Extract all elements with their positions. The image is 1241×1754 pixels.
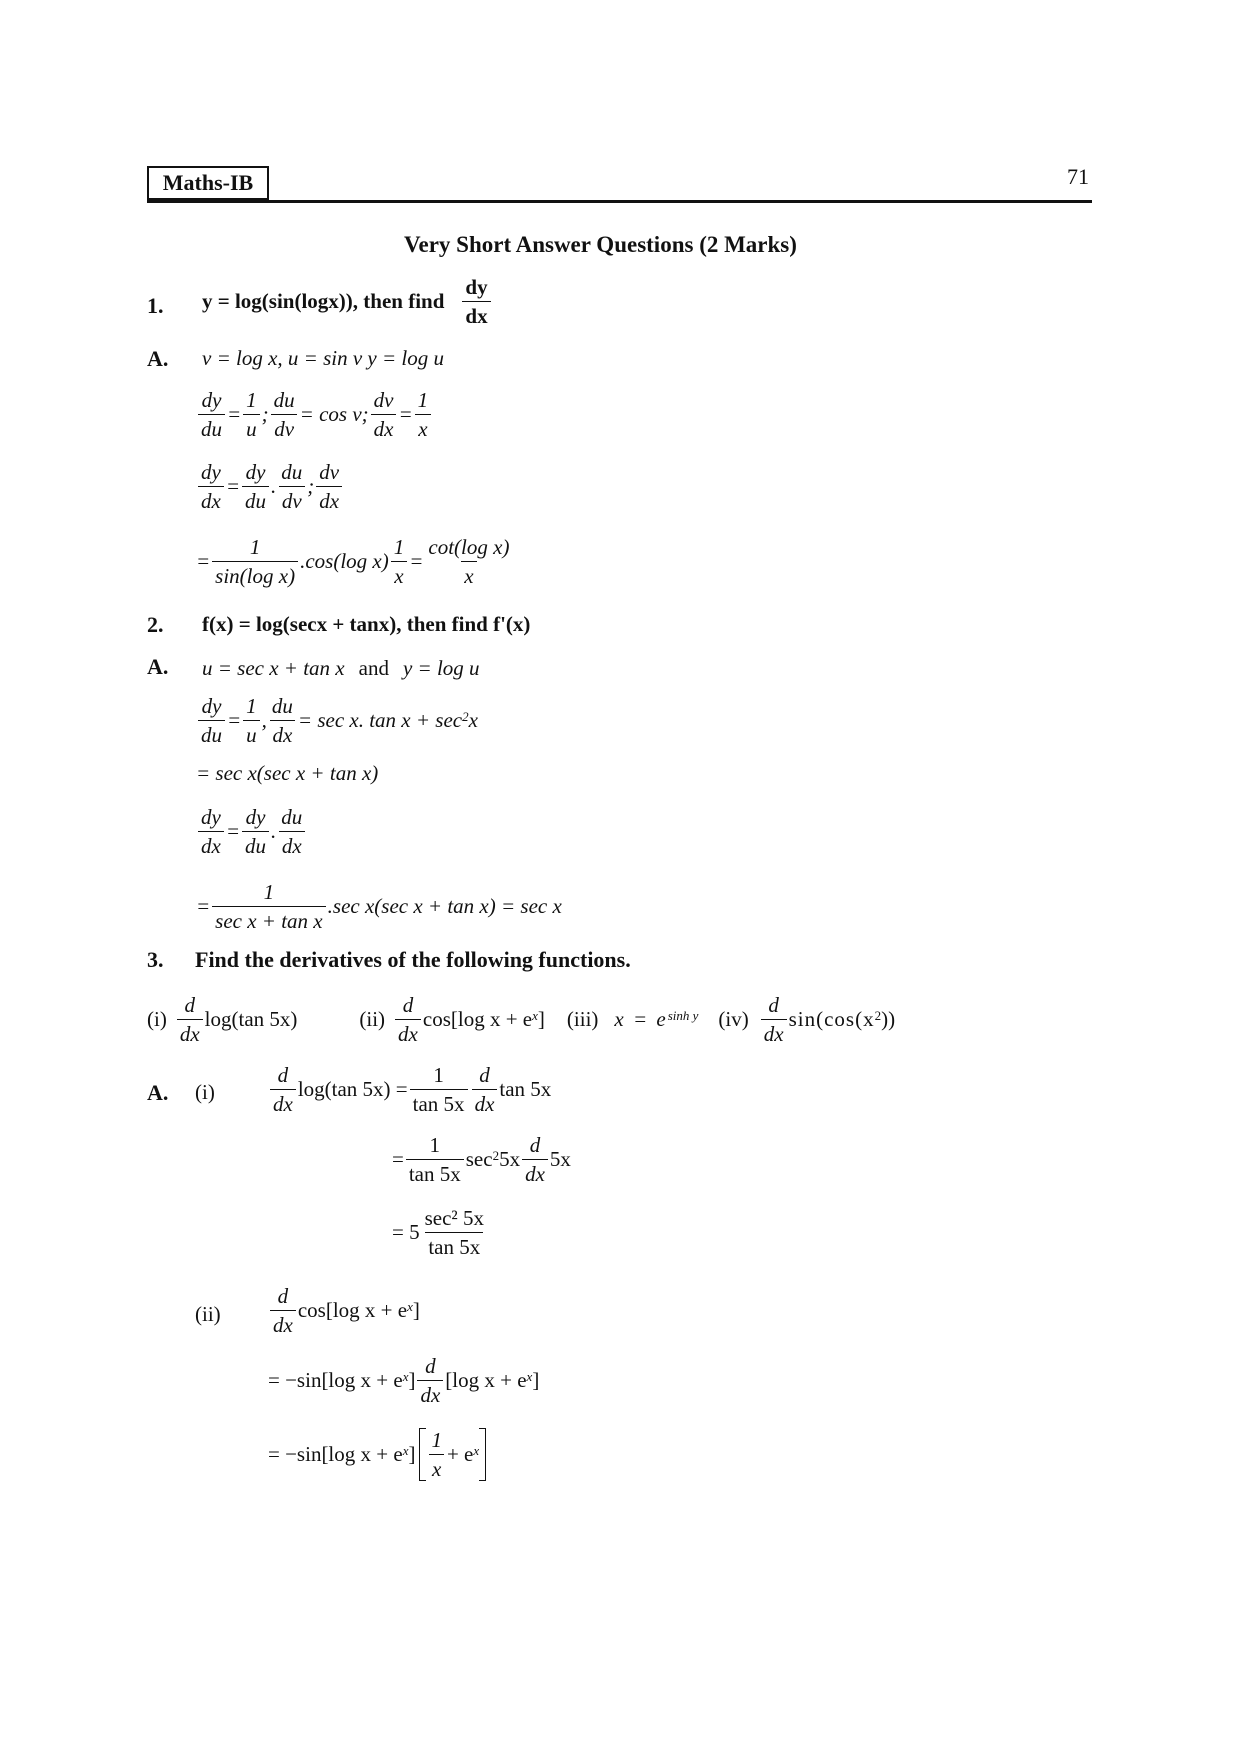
- fraction: [316, 460, 342, 513]
- superscript: x: [526, 1368, 533, 1384]
- math-term: ]: [408, 1368, 416, 1393]
- math-term: )): [881, 1007, 896, 1032]
- math-term: (ii): [359, 1007, 386, 1032]
- math-term: .sec x(sec x + tan x) = sec x: [327, 894, 562, 919]
- fraction-denominator: sin(log x): [212, 561, 298, 588]
- math-term: (iv): [718, 1007, 749, 1032]
- fraction: [417, 1354, 443, 1407]
- math-term: ]: [412, 1298, 420, 1323]
- fraction-denominator: sec x + tan x: [212, 906, 325, 933]
- fraction-denominator: dx: [198, 486, 224, 513]
- math-term: 5x: [499, 1147, 521, 1172]
- q2-line1: $\frac{dy}{du}$ = $\frac{1}{u}$ , $\frac{du}{dx}$ = sec x. tan x + sec $^2$ x: [196, 694, 478, 747]
- header-rule: [147, 200, 1092, 203]
- fraction: [278, 805, 305, 858]
- fraction-numerator: d: [277, 1063, 289, 1087]
- fraction-numerator: d: [277, 1284, 289, 1308]
- fraction-numerator: dv: [319, 460, 340, 484]
- q1-frac: [462, 275, 490, 328]
- math-term: (iii): [566, 1007, 599, 1032]
- math-term: and: [358, 656, 389, 680]
- q3-parts: [147, 993, 895, 1046]
- page-number: 71: [1067, 164, 1089, 189]
- superscript: x: [402, 1368, 409, 1384]
- q2-text: f(x) = log(secx + tanx), then find f'(x): [202, 612, 531, 636]
- math-term: u = sec x + tan x: [202, 656, 345, 680]
- fraction-numerator: d: [529, 1133, 541, 1157]
- fraction: [522, 1133, 548, 1186]
- fraction: [428, 1428, 445, 1481]
- fraction-numerator: d: [425, 1354, 436, 1378]
- fraction: [410, 1063, 468, 1116]
- fraction: [198, 805, 224, 858]
- fraction-denominator: du: [198, 414, 225, 441]
- q2-substitution: [202, 656, 480, 681]
- math-term: = −sin[log x + e: [268, 1442, 403, 1467]
- fraction-numerator: 1: [429, 1133, 441, 1157]
- fraction-numerator: cot(log x): [428, 535, 510, 559]
- q2-number: 2.: [147, 612, 164, 637]
- fraction: [371, 388, 397, 441]
- superscript: sinh y: [667, 1007, 699, 1023]
- fraction-numerator: d: [768, 993, 779, 1017]
- math-term: sec: [465, 1147, 493, 1172]
- fraction: [177, 993, 203, 1046]
- fraction-denominator: dx: [761, 1019, 787, 1046]
- fraction-denominator: dx: [270, 720, 296, 747]
- fraction-numerator: 1: [246, 388, 257, 412]
- q1-answer-label: A.: [147, 346, 169, 371]
- fraction-denominator: dx: [270, 1310, 296, 1337]
- fraction-numerator: 1: [246, 694, 257, 718]
- fraction-denominator: u: [243, 720, 260, 747]
- math-term: log(tan 5x): [204, 1007, 298, 1032]
- q2-line3: $\frac{dy}{dx}$ = $\frac{dy}{du}$ . $\frac{du}{dx}$: [196, 805, 307, 858]
- q3-answer-label: A.: [147, 1080, 169, 1105]
- math-term: = −sin[log x + e: [268, 1368, 403, 1393]
- math-term: ]: [537, 1007, 545, 1032]
- math-term: cos[log x + e: [422, 1007, 533, 1032]
- fraction-denominator: dx: [177, 1019, 203, 1046]
- q2-line4: = $\frac{1}{\text{sec x + tan x}}$ .sec x(sec x + tan x) = sec x: [196, 880, 562, 934]
- q1-frac-den: dx: [462, 301, 490, 328]
- superscript: 2: [874, 1007, 882, 1023]
- fraction-denominator: dx: [270, 1089, 296, 1116]
- fraction-numerator: 1: [433, 1063, 444, 1087]
- q1-line3: = $\frac{1}{\text{sin(log x)}}$ .cos(log x) $\frac{1}{x}$ = $\frac{\text{cot(log x)}}{x}$: [196, 535, 514, 588]
- superscript: 2: [492, 1147, 500, 1163]
- fraction-denominator: tan 5x: [410, 1089, 468, 1116]
- fraction: [242, 460, 269, 513]
- fraction: [270, 1284, 296, 1337]
- fraction: [212, 535, 298, 588]
- fraction-numerator: d: [402, 993, 414, 1017]
- q3-a1-label: (i): [195, 1080, 215, 1104]
- section-title: Very Short Answer Questions (2 Marks): [404, 232, 797, 257]
- fraction-denominator: dx: [395, 1019, 421, 1046]
- q2-answer-label: A.: [147, 654, 169, 679]
- math-term: = sec x. tan x + sec: [297, 708, 463, 733]
- fraction-denominator: x: [415, 414, 430, 441]
- q1-number: 1.: [147, 293, 164, 318]
- fraction-numerator: dy: [245, 805, 266, 829]
- math-term: y = log u: [402, 656, 480, 680]
- math-term: .cos(log x): [300, 549, 389, 574]
- fraction: [395, 993, 421, 1046]
- math-term: sin(cos(x: [788, 1007, 875, 1032]
- fraction-numerator: sec² 5x: [424, 1206, 484, 1230]
- fraction-numerator: 1: [249, 535, 261, 559]
- fraction-denominator: du: [242, 486, 269, 513]
- q3-a2-bracket: $\frac{1}{x}$ + e $^x$: [419, 1428, 486, 1481]
- q2-line2: = sec x(sec x + tan x): [196, 761, 379, 785]
- q1-substitution: v = log x, u = sin v y = log u: [202, 346, 444, 370]
- fraction-numerator: 1: [417, 388, 429, 412]
- superscript: x: [532, 1007, 538, 1023]
- fraction-denominator: du: [198, 720, 225, 747]
- fraction-numerator: d: [184, 993, 195, 1017]
- fraction: [761, 993, 787, 1046]
- fraction: [422, 1206, 487, 1259]
- fraction-denominator: dx: [279, 831, 305, 858]
- q1-line2: $\frac{dy}{dx}$ = $\frac{dy}{du}$ . $\frac{du}{dv}$ ; $\frac{dv}{dx}$: [196, 460, 344, 513]
- fraction-numerator: dy: [245, 460, 266, 484]
- fraction: [271, 388, 298, 441]
- fraction: [198, 694, 225, 747]
- fraction-numerator: 1: [263, 880, 275, 904]
- math-term: cos[log x + e: [297, 1298, 408, 1323]
- fraction-numerator: dy: [201, 805, 221, 829]
- fraction-denominator: dx: [316, 486, 342, 513]
- superscript: x: [473, 1442, 480, 1458]
- fraction: [212, 880, 325, 933]
- fraction-denominator: dx: [417, 1380, 443, 1407]
- q1-text: y = log(sin(logx)), then find: [202, 289, 445, 314]
- fraction-numerator: du: [281, 460, 303, 484]
- q3-a1-line3: [392, 1206, 489, 1259]
- fraction-numerator: 1: [431, 1428, 442, 1452]
- subject-box: [147, 166, 269, 200]
- fraction-denominator: x: [461, 561, 476, 588]
- q1-line1: $\frac{dy}{du}$ = $\frac{1}{u}$ ; $\frac{du}{dv}$ = cos v; $\frac{dv}{dx}$ = $\frac{1}{x}$: [196, 388, 433, 441]
- fraction-numerator: d: [479, 1063, 490, 1087]
- q3-a1-line1: [268, 1063, 551, 1116]
- fraction: [472, 1063, 498, 1116]
- math-term: = cos v;: [299, 402, 369, 427]
- fraction-numerator: 1: [393, 535, 405, 559]
- q3-a2-label: (ii): [195, 1302, 221, 1326]
- math-term: tan 5x: [499, 1077, 552, 1102]
- q3-text: Find the derivatives of the following functions.: [195, 947, 631, 972]
- fraction: [270, 1063, 296, 1116]
- q3-a2-line1: [268, 1284, 420, 1337]
- q1-question: [202, 275, 493, 328]
- fraction-denominator: dx: [198, 831, 224, 858]
- q3-a2-line2: [268, 1354, 539, 1407]
- fraction: [269, 694, 296, 747]
- fraction-denominator: u: [243, 414, 260, 441]
- fraction-numerator: dv: [373, 388, 394, 412]
- fraction: [406, 1133, 464, 1186]
- fraction-numerator: du: [271, 694, 293, 718]
- fraction: [243, 388, 260, 441]
- fraction-denominator: dv: [279, 486, 305, 513]
- fraction: [425, 535, 512, 588]
- fraction: [243, 694, 260, 747]
- math-term: [log x + e: [445, 1368, 527, 1393]
- q1-frac-num: dy: [465, 275, 488, 299]
- superscript: 2: [462, 708, 469, 724]
- fraction: [198, 388, 225, 441]
- fraction-denominator: tan 5x: [406, 1159, 464, 1186]
- math-term: (i): [147, 1007, 167, 1032]
- math-term: 5x: [549, 1147, 571, 1172]
- fraction-numerator: du: [281, 805, 303, 829]
- fraction-numerator: dy: [201, 460, 221, 484]
- fraction: [242, 805, 269, 858]
- fraction-numerator: dy: [201, 694, 222, 718]
- fraction-denominator: dv: [271, 414, 297, 441]
- fraction: [391, 535, 408, 588]
- fraction-denominator: dx: [522, 1159, 548, 1186]
- fraction-denominator: dx: [472, 1089, 498, 1116]
- fraction-denominator: du: [242, 831, 269, 858]
- math-term: ]: [532, 1368, 540, 1393]
- fraction-denominator: x: [429, 1454, 444, 1481]
- math-term: ]: [408, 1442, 416, 1467]
- fraction: [198, 460, 224, 513]
- math-term: log(tan 5x) =: [297, 1077, 408, 1102]
- math-term: x = e: [614, 1007, 668, 1032]
- q3-number: 3.: [147, 947, 164, 972]
- fraction: [415, 388, 432, 441]
- subject-label: Maths-IB: [162, 170, 254, 195]
- fraction: [278, 460, 305, 513]
- fraction-denominator: dx: [371, 414, 397, 441]
- fraction-denominator: x: [391, 561, 406, 588]
- fraction-numerator: dy: [201, 388, 222, 412]
- fraction-numerator: du: [273, 388, 295, 412]
- fraction-denominator: tan 5x: [425, 1232, 483, 1259]
- superscript: x: [407, 1298, 413, 1314]
- q3-a1-line2: = $\frac{1}{\tan 5x}$ sec $^2$ 5x $\frac{d}{dx}$ 5x: [392, 1133, 571, 1187]
- math-term: x: [468, 708, 478, 733]
- superscript: x: [402, 1442, 409, 1458]
- math-term: = 5: [392, 1220, 420, 1245]
- q3-a2-line3: [268, 1428, 486, 1481]
